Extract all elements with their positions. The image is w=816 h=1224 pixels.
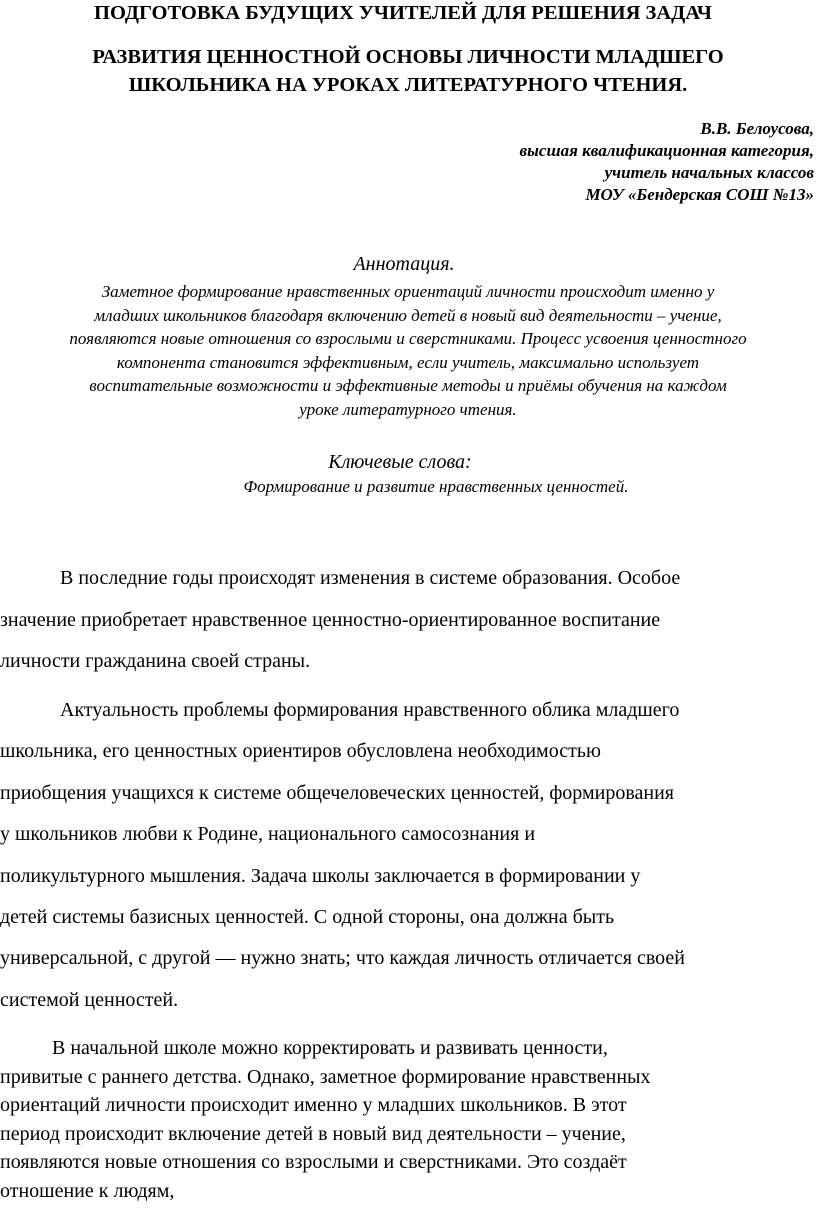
paragraph-line: отношение к людям, xyxy=(0,1179,175,1202)
body-paragraph-3 xyxy=(0,1034,816,1205)
author-school: МОУ «Бендерская СОШ №13» xyxy=(585,185,814,204)
body-paragraph-1 xyxy=(0,558,816,683)
keywords-text: Формирование и развитие нравственных ценностей. xyxy=(243,477,629,496)
paragraph-line: Актуальность проблемы формирования нравственного облика младшего xyxy=(60,699,680,721)
annotation-line: младших школьников благодаря включению детей в новый вид деятельности – учение, xyxy=(94,305,722,325)
annotation-heading: Аннотация. xyxy=(353,253,455,275)
body-paragraph-2 xyxy=(0,690,816,1021)
author-name: В.В. Белоусова, xyxy=(700,119,814,138)
annotation-line: уроке литературного чтения. xyxy=(299,399,517,419)
paragraph-line: В последние годы происходят изменения в системе образования. Особое xyxy=(60,567,681,589)
title-line-1: ПОДГОТОВКА БУДУЩИХ УЧИТЕЛЕЙ ДЛЯ РЕШЕНИЯ ЗАДАЧ xyxy=(94,2,712,24)
paragraph-line: приобщения учащихся к системе общечеловеческих ценностей, формирования xyxy=(0,781,674,804)
keywords-heading: Ключевые слова: xyxy=(328,451,472,473)
title-line-2: РАЗВИТИЯ ЦЕННОСТНОЙ ОСНОВЫ ЛИЧНОСТИ МЛАДШЕГО xyxy=(92,46,724,68)
paragraph-line: значение приобретает нравственное ценностно-ориентированное воспитание xyxy=(0,608,661,631)
annotation-line: появляются новые отношения со взрослыми и сверстниками. Процесс усвоения ценностного xyxy=(69,329,747,348)
author-position: учитель начальных классов xyxy=(604,163,814,182)
paragraph-line: личности гражданина своей страны. xyxy=(0,650,311,672)
title-line-3: ШКОЛЬНИКА НА УРОКАХ ЛИТЕРАТУРНОГО ЧТЕНИЯ. xyxy=(128,74,688,96)
paragraph-line: универсальной, с другой — нужно знать; что каждая личность отличается своей xyxy=(0,947,685,970)
annotation-line: воспитательные возможности и эффективные методы и приёмы обучения на каждом xyxy=(89,376,727,395)
paragraph-line: школьника, его ценностных ориентиров обусловлена необходимостью xyxy=(0,740,601,763)
paragraph-line: привитые с раннего детства. Однако, заметное формирование нравственных xyxy=(0,1065,651,1088)
paragraph-line: В начальной школе можно корректировать и развивать ценности, xyxy=(52,1037,608,1059)
paragraph-line: детей системы базисных ценностей. С одной стороны, она должна быть xyxy=(0,906,615,929)
paragraph-line: у школьников любви к Родине, национального самосознания и xyxy=(0,823,536,846)
paragraph-line: период происходит включение детей в новый вид деятельности – учение, xyxy=(0,1122,626,1145)
paragraph-line: системой ценностей. xyxy=(0,988,179,1011)
annotation-line: Заметное формирование нравственных ориентаций личности происходит именно у xyxy=(101,282,715,301)
paragraph-line: появляются новые отношения со взрослыми и сверстниками. Это создаёт xyxy=(0,1151,627,1173)
annotation-text xyxy=(0,280,816,421)
author-category: высшая квалификационная категория, xyxy=(519,141,814,160)
paragraph-line: поликультурного мышления. Задача школы заключается в формировании у xyxy=(0,864,641,887)
paragraph-line: ориентаций личности происходит именно у младших школьников. В этот xyxy=(0,1094,627,1116)
annotation-line: компонента становится эффективным, если учитель, максимально использует xyxy=(116,352,700,372)
